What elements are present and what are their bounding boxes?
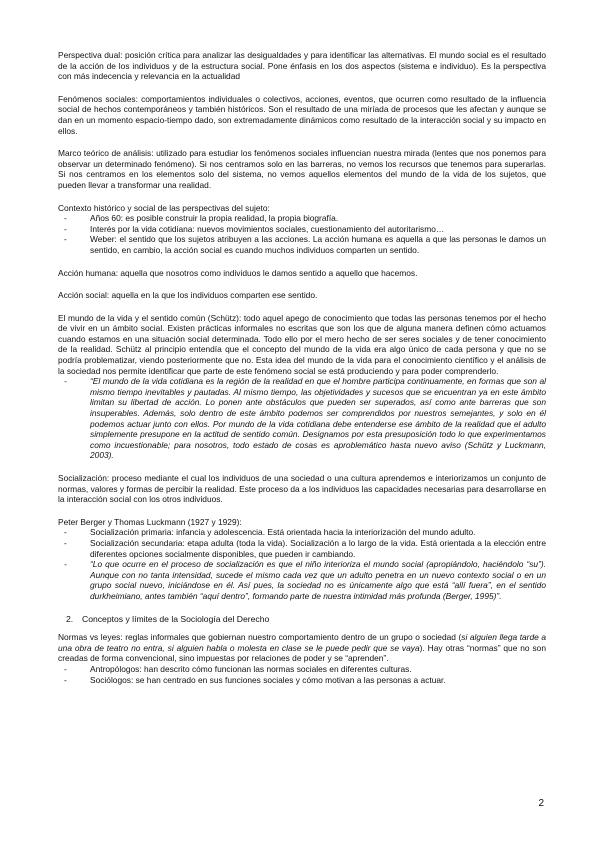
schutz-quote: - “El mundo de la vida cotidiana es la región de la realidad en que el hombre participa continuamente, en formas que son al mismo tiempo inevitables y pautadas. Al mismo tiempo, las objetividades y sucesos que se encuentran ya en este ámbito limitan su libertad de acción. Lo ponen ante obstáculos que pueden ser superados, así como ante barreras que son insuperables. Además, solo dentro de este ámbito podemos ser comprendidos por nuestros semejantes, y solo en él podemos actuar junto con ellos. Por mundo de la vida cotidiana debe entenderse ese ámbito de la realidad que el adulto simplemente presupone en la actitud de sentido común. Designamos por esta presuposición todo lo que experimentamos como incuestionable; para nosotros, todo estado de cosas es aproblemático hasta nuevo aviso (Schütz y Luckmann, 2003). [58,376,546,461]
section-title: Conceptos y límites de la Sociología del Derecho [82,613,270,624]
paragraph-fenomenos-sociales: Fenómenos sociales: comportamientos individuales o colectivos, acciones, eventos, que ocurren como resultado de la influencia social de hechos contemporáneos y también históricos. Son el resultado de una miríada de procesos que les afectan y aunque se dan en un momento espacio-tiempo dado, son extremadamente dinámicos como resultado de la interacción social y su impacto en ellos. [58,93,546,136]
paragraph-socializacion: Socialización: proceso mediante el cual los individuos de una sociedad o una cultura aprendemos e interiorizamos un conjunto de normas, valores y formas de percibir la realidad. Este proceso da a los individuos las capacidades necesarias para desarrollarse en la interacción social con los otros individuos. [58,473,546,505]
paragraph-accion-humana: Acción humana: aquella que nosotros como individuos le damos sentido a aquello que hacemos. [58,267,418,278]
paragraph-accion-social: Acción social: aquella en la que los individuos comparten ese sentido. [58,290,318,301]
page-number: 2 [538,798,544,809]
list-item: - Socialización secundaria: etapa adulta (toda la vida). Socialización a lo largo de la vida. Está orientada a la elección entre diferentes opciones socialmente disponibles, que pueden ir cambiando. [58,538,546,559]
list-item: - Socialización primaria: infancia y adolescencia. Está orientada hacia la interiorización del mundo adulto. [58,527,546,538]
list-item: - Años 60: es posible construir la propia realidad, la propia biografía. [58,213,546,224]
section-number: 2. [66,613,74,624]
contexto-historico-list [58,213,546,255]
list-item: - Antropólogos: han descrito cómo funcionan las normas sociales en diferentes culturas. [58,664,546,675]
list-item: - Interés por la vida cotidiana: nuevos movimientos sociales, cuestionamiento del autoritarismo… [58,224,546,235]
list-item: - Sociólogos: se han centrado en sus funciones sociales y cómo motivan a las personas a actuar. [58,675,546,686]
normas-text-start: Normas vs leyes: reglas informales que gobiernan nuestro comportamiento dentro de un grupo o sociedad ( [58,632,462,643]
schutz-quote-list [58,376,546,461]
paragraph-normas-vs-leyes [58,632,546,664]
page-content [58,50,546,697]
list-item: - Weber: el sentido que los sujetos atribuyen a las acciones. La acción humana es aquella a que las personas le damos un sentido, en cambio, la acción social es cuando muchos individuos comparten un sentido. [58,234,546,255]
normas-list [58,664,546,685]
paragraph-mundo-de-la-vida: El mundo de la vida y el sentido común (Schütz): todo aquel apego de conocimiento que todas las personas tenemos por el hecho de vivir en un ámbito social. Existen prácticas informales no escritas que son los que de alguna manera definen cómo actuamos cuando estamos en una situación social determinada. Todo ello por el mero hecho de ser seres sociales y de tener conocimiento de la realidad. Schütz al principio entendía que el concepto del mundo de la vida era algo único de cada persona y que no se podría problematizar, viendo posteriormente que no. Esta idea del mundo de la vida para el conocimiento científico y el análisis de la sociedad nos permite identificar que parte de este fenómeno social se está produciendo y para poder comprenderlo. [58,312,546,376]
paragraph-contexto-historico-intro: Contexto histórico y social de las perspectivas del sujeto: [58,202,270,213]
berger-quote: - “Lo que ocurre en el proceso de socialización es que el niño interioriza el mundo social (apropiándolo, haciéndolo “su”). Aunque con no tanta intensidad, sucede el mismo cada vez que un adulto penetra en un nuevo contexto social o en un grupo social nuevo, iniciándose en él. Así pues, la sociedad no es únicamente algo que está “allí fuera”, en el sentido durkheimiano, antes también “aquí dentro”, formando parte de nuestra intimidad más profunda (Berger, 1995)”. [58,559,546,601]
paragraph-marco-teorico: Marco teórico de análisis: utilizado para estudiar los fenómenos sociales influencian nuestra mirada (lentes que nos ponemos para observar un determinado fenómeno). Si nos centramos solo en las barreras, no vemos los recursos que tenemos para superarlas. Si nos centramos en los elementos solo del sistema, no vemos aquellos elementos del mundo de la vida de los sujetos, que pueden llevar a transformar una realidad. [58,148,546,190]
socializacion-list [58,527,546,601]
paragraph-perspectiva-dual: Perspectiva dual: posición crítica para analizar las desigualdades y para identificar las alternativas. El mundo social es el resultado de la acción de los individuos y de la estructura social. Pone énfasis en los dos aspectos (sistema e individuo). Es la perspectiva con más indecencia y relevancia en la actualidad [58,50,546,82]
section-heading [58,614,546,625]
paragraph-berger-luckmann-intro: Peter Berger y Thomas Luckmann (1927 y 1929): [58,516,242,527]
normas-examples: si alguien llega tarde a una obra de teatro no entra, si alguien habla o molesta en clase se le puede pedir que se vaya [58,632,546,653]
normas-text-end: ). Hay otras “normas” que no son creadas de forma convencional, sino impuestas por relaciones de poder y se “aprenden”. [58,642,546,664]
